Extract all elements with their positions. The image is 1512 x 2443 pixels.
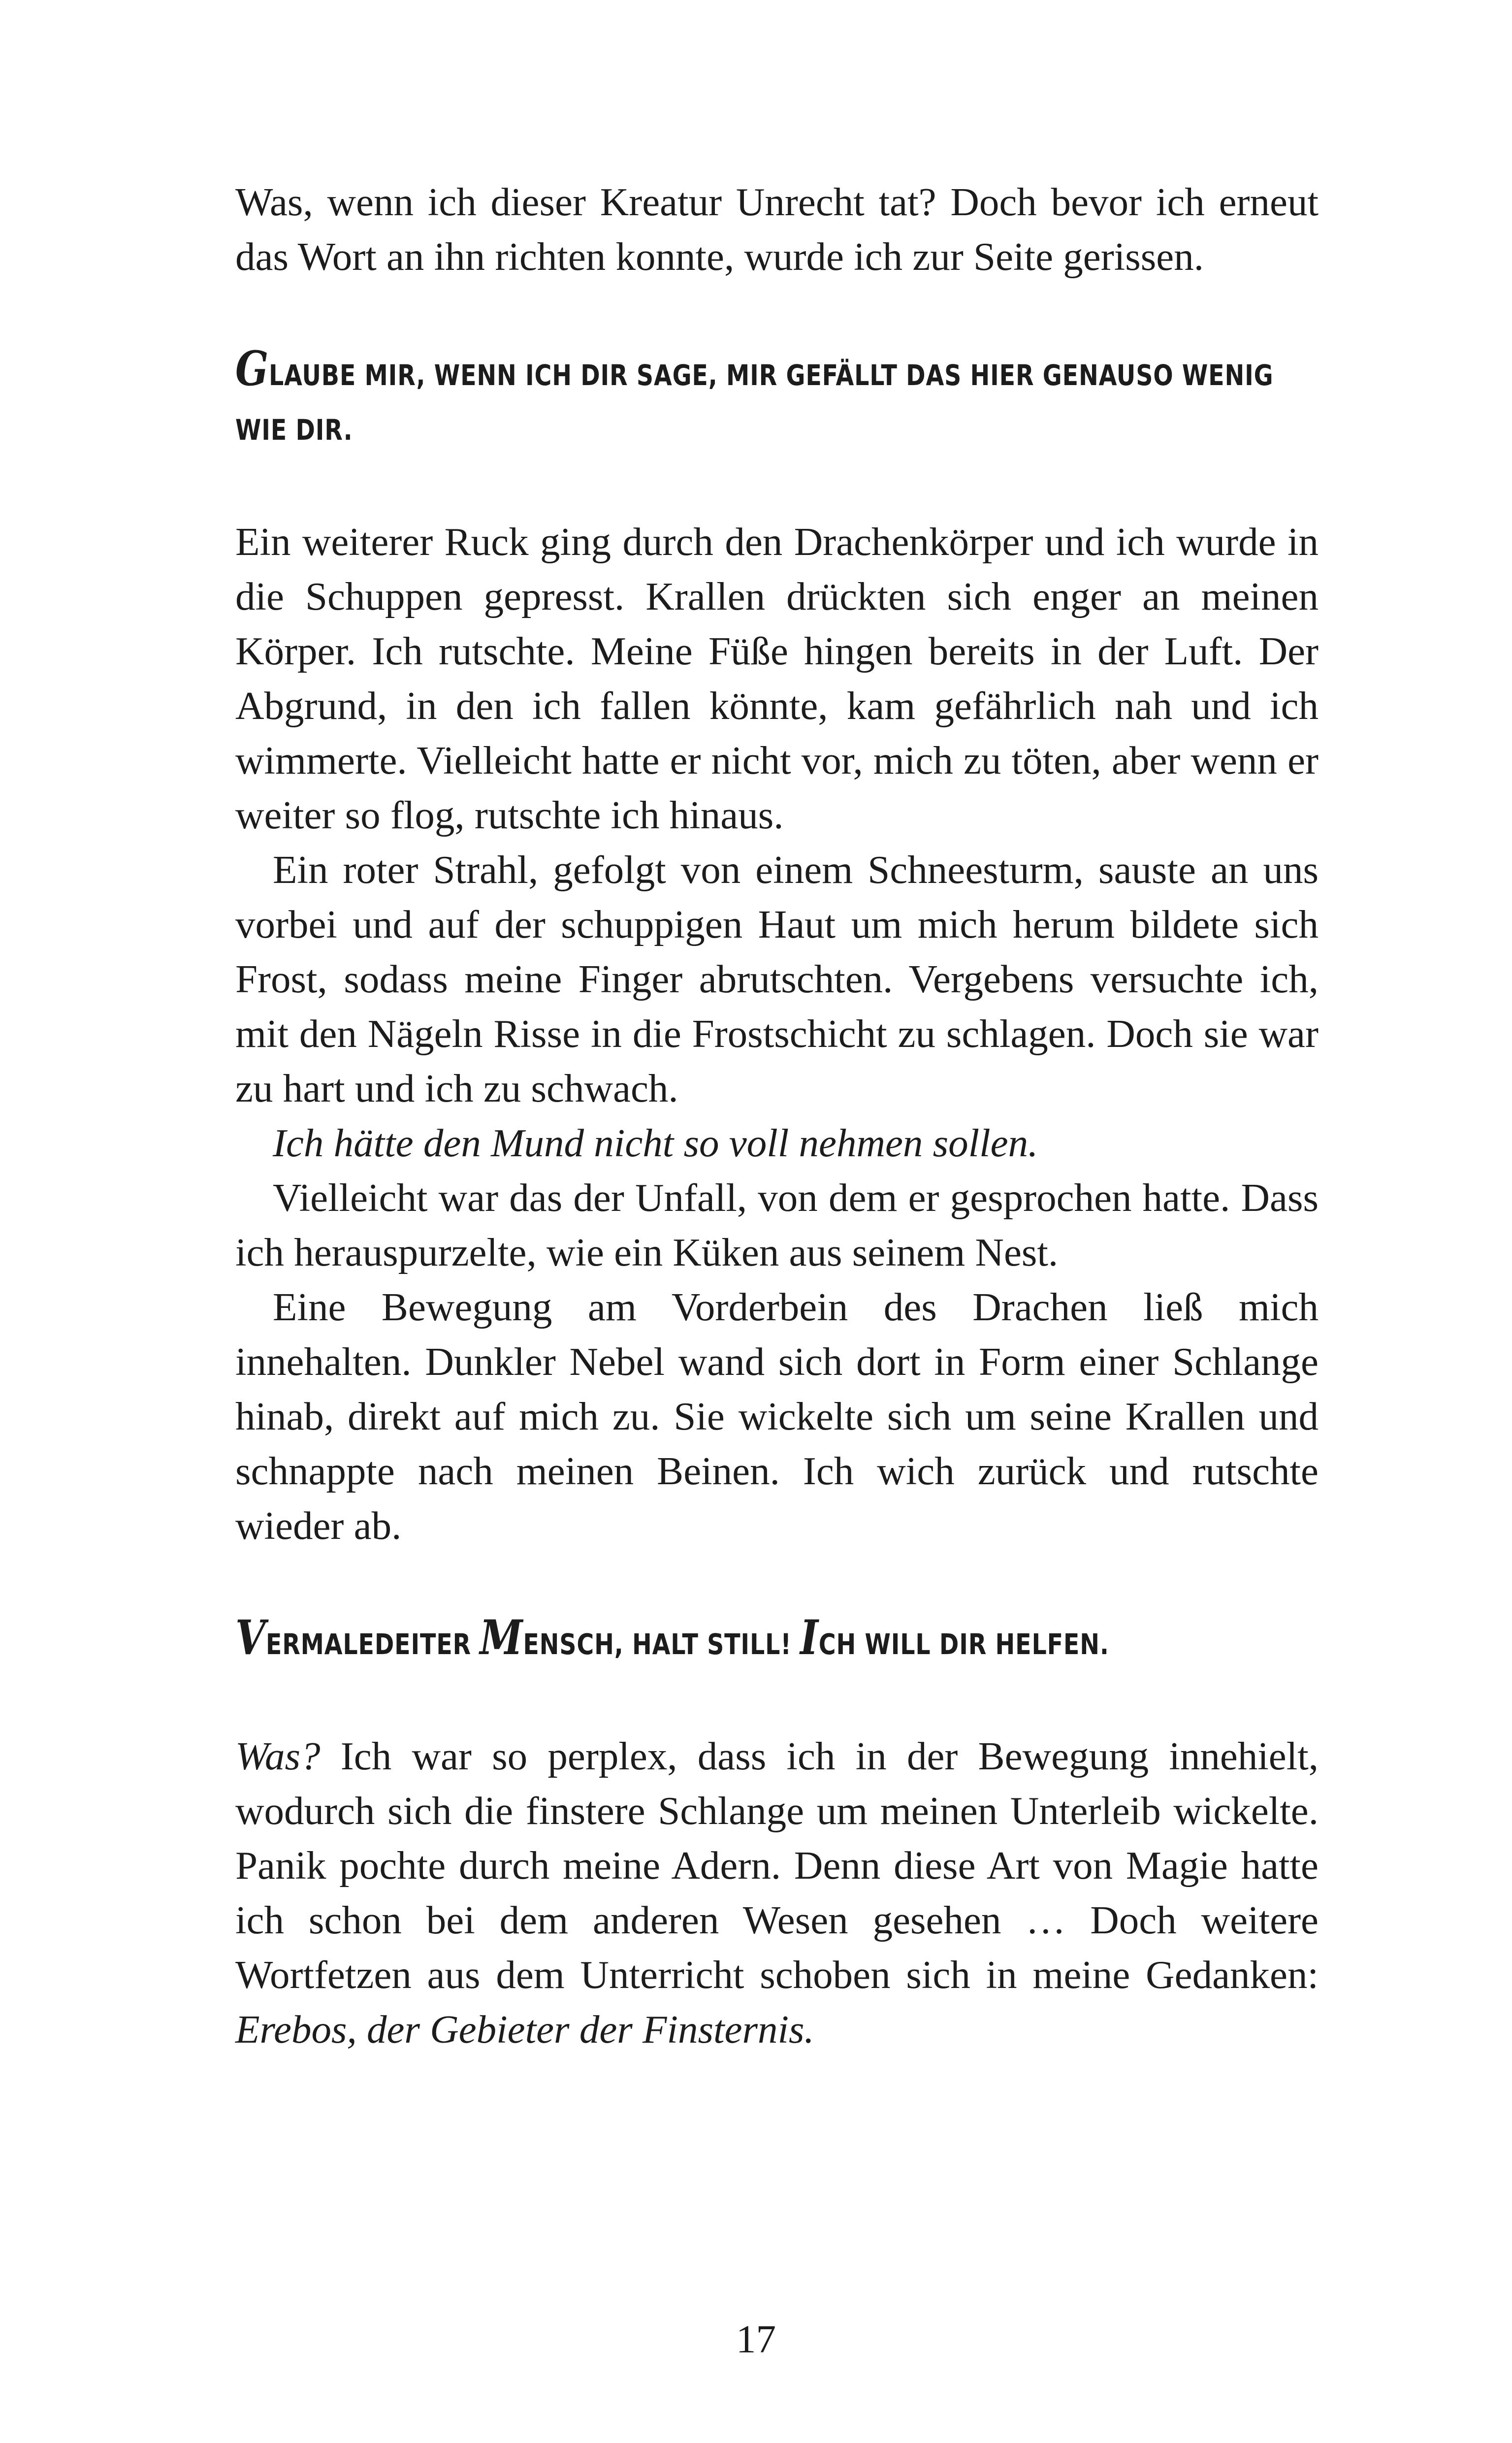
- italic-thought: Ich hätte den Mund nicht so voll nehmen sollen.: [273, 1121, 1038, 1165]
- paragraph-1: Was, wenn ich dieser Kreatur Unrecht tat? Doch bevor ich erneut das Wort an ihn richten konnte, wurde ich zur Seite gerissen.: [235, 180, 1319, 279]
- dragon-speech-text: ENSCH, HALT STILL!: [523, 1628, 801, 1661]
- paragraph-3: Ein roter Strahl, gefolgt von einem Schneesturm, sauste an uns vorbei und auf der schuppigen Haut um mich herum bildete sich Frost, sodass meine Finger abrutschten. Vergebens versuchte ich, mit den Nägeln Risse in die Frostschicht zu schlagen. Doch sie war zu hart und ich zu schwach.: [235, 847, 1319, 1110]
- dragon-speech-text: LAUBE MIR, WENN ICH DIR SAGE, MIR GEFÄLLT DAS HIER GENAUSO WENIG WIE DIR.: [235, 358, 1274, 447]
- dragon-speech-text: CH WILL DIR HELFEN.: [818, 1628, 1109, 1661]
- paragraph-2: Ein weiterer Ruck ging durch den Drachenkörper und ich wurde in die Schuppen gepresst. Krallen drückten sich enger an meinen Körper. Ich rutschte. Meine Füße hingen bereits in der Luft. Der Abgrund, in den ich fallen könnte, kam gefährlich nah und ich wimmerte. Vielleicht hatte er nicht vor, mich zu töten, aber wenn er weiter so flog, rutschte ich hinaus.: [235, 520, 1319, 837]
- paragraph-7: [235, 1729, 1319, 2057]
- decorative-initial: M: [480, 1610, 523, 1665]
- decorative-initial: G: [235, 341, 269, 396]
- italic-phrase: Erebos, der Gebieter der Finsternis.: [235, 2007, 814, 2052]
- dragon-speech-text: ERMALEDEITER: [265, 1628, 480, 1661]
- decorative-initial: I: [800, 1610, 819, 1665]
- paragraph-6: Eine Bewegung am Vorderbein des Drachen ließ mich innehalten. Dunkler Nebel wand sich dort in Form einer Schlange hinab, direkt auf mich zu. Sie wickelte sich um seine Krallen und schnappte nach meinen Beinen. Ich wich zurück und rutschte wieder ab.: [235, 1285, 1319, 1548]
- dragon-speech-2: [235, 1610, 1319, 1672]
- paragraph-5: Vielleicht war das der Unfall, von dem er gesprochen hatte. Dass ich herauspurzelte, wie ein Küken aus seinem Nest.: [235, 1175, 1319, 1274]
- italic-word: Was?: [235, 1734, 321, 1778]
- decorative-initial: V: [235, 1610, 266, 1665]
- paragraph-4-thought: [235, 1116, 1319, 1171]
- dragon-speech-1: [235, 341, 1319, 457]
- paragraph-7-text: Ich war so perplex, dass ich in der Bewegung innehielt, wodurch sich die finstere Schlange um meinen Unterleib wickelte. Panik pochte durch meine Adern. Denn diese Art von Magie hatte ich schon bei dem anderen Wesen gesehen … Doch weitere Wortfetzen aus dem Unterricht schoben sich in meine Gedanken:: [235, 1734, 1319, 1997]
- page-number: 17: [736, 2317, 776, 2361]
- book-page-body: [235, 175, 1319, 2057]
